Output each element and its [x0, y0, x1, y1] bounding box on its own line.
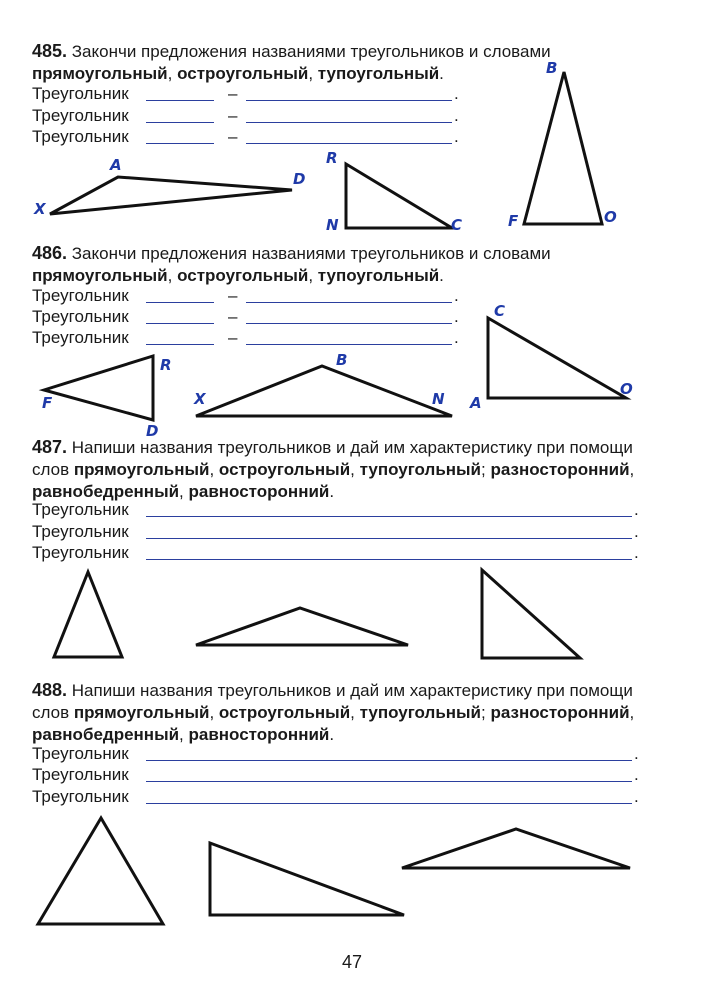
- triangle-488-1: [38, 818, 163, 924]
- triangle-487-3: [482, 570, 580, 658]
- task-485-text: 485. Закончи предложения названиями треугольников и словами прямоугольный, остроугольный, тупоугольный.: [32, 41, 551, 83]
- page-number: 47: [341, 952, 363, 972]
- triangle-488-2: [210, 843, 404, 915]
- period: .: [634, 765, 639, 784]
- period: .: [454, 328, 459, 347]
- answer-row-label: Треугольник: [32, 286, 129, 305]
- vertex-label: B: [336, 351, 348, 369]
- vertex-label: D: [146, 422, 159, 440]
- period: .: [634, 522, 639, 541]
- period: .: [454, 307, 459, 326]
- triangle-frd: [44, 356, 153, 420]
- vertex-label: R: [160, 356, 172, 374]
- period: .: [454, 286, 459, 305]
- vertex-label: N: [326, 216, 339, 234]
- vertex-label: F: [508, 212, 519, 230]
- answer-row-label: Треугольник: [32, 127, 129, 146]
- answer-row-label: Треугольник: [32, 744, 129, 763]
- vertex-label: C: [494, 302, 506, 320]
- triangle-cao: [488, 318, 626, 398]
- answer-row-label: Треугольник: [32, 307, 129, 326]
- triangle-487-2: [196, 608, 408, 645]
- triangle-488-3: [402, 829, 630, 868]
- task-number: 486.: [32, 243, 68, 263]
- period: .: [634, 500, 639, 519]
- period: .: [454, 106, 459, 125]
- dash: –: [228, 286, 238, 305]
- vertex-label: X: [194, 390, 206, 408]
- dash: –: [228, 127, 238, 146]
- dash: –: [228, 307, 238, 326]
- task-number: 488.: [32, 680, 68, 700]
- vertex-label: F: [42, 394, 53, 412]
- answer-row-label: Треугольник: [32, 500, 129, 519]
- period: .: [634, 787, 639, 806]
- dash: –: [228, 328, 238, 347]
- answer-row-label: Треугольник: [32, 106, 129, 125]
- period: .: [454, 84, 459, 103]
- vertex-label: C: [451, 216, 463, 234]
- vertex-label: R: [326, 149, 338, 167]
- period: .: [634, 543, 639, 562]
- dash: –: [228, 84, 238, 103]
- task-487-text: 487. Напиши названия треугольников и дай им характеристику при помощи слов прямоугольный, остроугольный, тупоугольный; разносторонний, равнобедренный, равносторонний.: [32, 437, 635, 501]
- vertex-label: O: [620, 380, 633, 398]
- triangle-487-1: [54, 572, 122, 657]
- answer-row-label: Треугольник: [32, 787, 129, 806]
- vertex-label: A: [110, 156, 122, 174]
- vertex-label: N: [432, 390, 445, 408]
- task-number: 485.: [32, 41, 68, 61]
- dash: –: [228, 106, 238, 125]
- triangle-xbn: [196, 366, 452, 416]
- task-488-text: 488. Напиши названия треугольников и дай им характеристику при помощи слов прямоугольный, остроугольный, тупоугольный; разносторонний, равнобедренный, равносторонний.: [32, 680, 635, 744]
- vertex-label: A: [470, 394, 482, 412]
- vertex-label: B: [546, 59, 558, 77]
- answer-row-label: Треугольник: [32, 84, 129, 103]
- task-number: 487.: [32, 437, 68, 457]
- period: .: [454, 127, 459, 146]
- vertex-label: X: [34, 200, 46, 218]
- period: .: [634, 744, 639, 763]
- triangle-xad: [50, 177, 292, 214]
- vertex-label: D: [293, 170, 306, 188]
- triangle-bfo: [524, 72, 602, 224]
- task-486-text: 486. Закончи предложения названиями треугольников и словами прямоугольный, остроугольный, тупоугольный.: [32, 243, 551, 285]
- triangle-rnc: [346, 164, 452, 228]
- answer-row-label: Треугольник: [32, 765, 129, 784]
- answer-row-label: Треугольник: [32, 543, 129, 562]
- answer-row-label: Треугольник: [32, 522, 129, 541]
- vertex-label: O: [604, 208, 617, 226]
- answer-row-label: Треугольник: [32, 328, 129, 347]
